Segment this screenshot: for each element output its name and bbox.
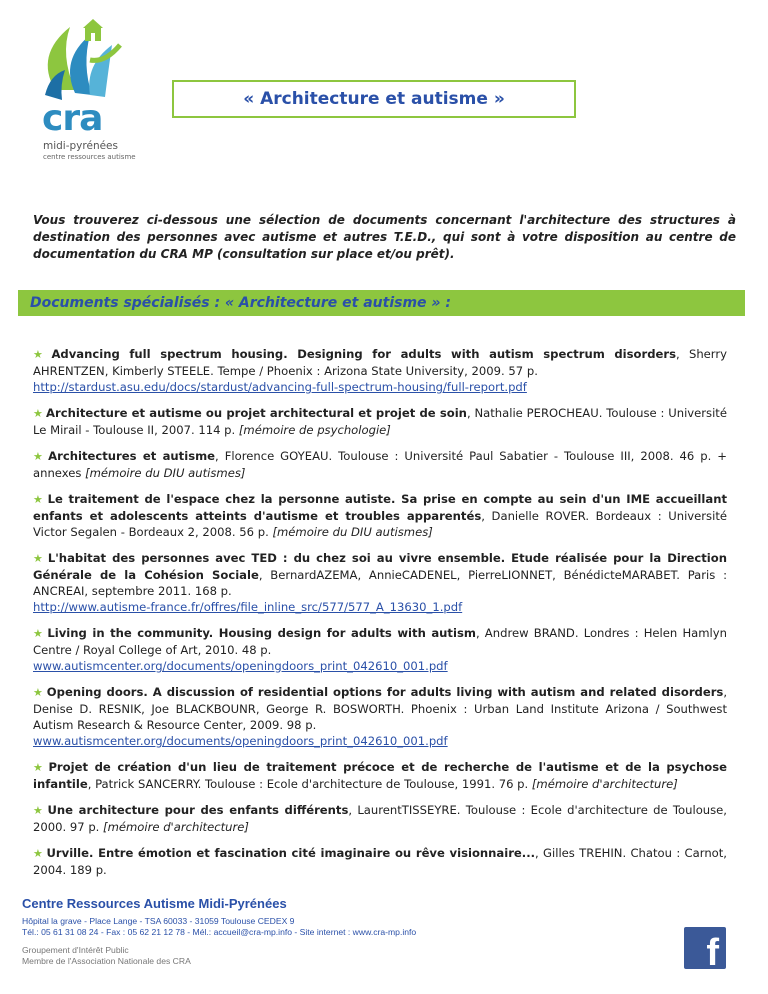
bibliography-entry: ★ Advancing full spectrum housing. Designing for adults with autism spectrum disorders, Sherry AHRENTZEN, Kimberly STEELE. Tempe / Phoenix : Arizona State University, 2009. 57 p. http://stardust.asu.edu/docs/stardust/advancing-full-spectrum-housing/full-report.pdf: [33, 347, 727, 394]
star-icon: ★: [33, 348, 49, 361]
star-icon: ★: [33, 493, 45, 506]
star-icon: ★: [33, 552, 45, 565]
entry-link[interactable]: http://stardust.asu.edu/docs/stardust/advancing-full-spectrum-housing/full-report.pdf: [33, 380, 527, 394]
bibliography-list: [33, 346, 727, 888]
bibliography-entry: ★ Opening doors. A discussion of residential options for adults living with autism and related disorders, Denise D. RESNIK, Joe BLACKBOUNR, George R. BOSWORTH. Phoenix : Urban Land Institute Arizona / Southwest Autism Research & Resource Center, 2009. 98 p. www.autismcenter.org/documents/openingdoors_print_042610_001.pdf: [33, 685, 727, 748]
bibliography-entry: ★ Architecture et autisme ou projet architectural et projet de soin, Nathalie PEROCHEAU. Toulouse : Université Le Mirail - Toulouse II, 2007. 114 p. [mémoire de psychologie]: [33, 406, 727, 437]
entry-link[interactable]: www.autismcenter.org/documents/openingdoors_print_042610_001.pdf: [33, 734, 448, 748]
bibliography-entry: ★ Living in the community. Housing design for adults with autism, Andrew BRAND. Londres : Helen Hamlyn Centre / Royal College of Art, 2010. 48 p. www.autismcenter.org/documents/openingdoors_print_042610_001.pdf: [33, 626, 727, 673]
star-icon: ★: [33, 847, 44, 860]
document-title-box: [172, 80, 576, 118]
footer: [22, 896, 752, 967]
footer-title: Centre Ressources Autisme Midi-Pyrénées: [22, 896, 287, 911]
intro-paragraph: Vous trouverez ci-dessous une sélection de documents concernant l'architecture des structures à destination des personnes avec autisme et autres T.E.D., qui sont à votre disposition au centre de documentation du CRA MP (consultation sur place et/ou prêt).: [33, 213, 736, 261]
bibliography-entry: ★ Une architecture pour des enfants différents, LaurentTISSEYRE. Toulouse : Ecole d'architecture de Toulouse, 2000. 97 p. [mémoire d'architecture]: [33, 803, 727, 834]
bibliography-entry: ★ Le traitement de l'espace chez la personne autiste. Sa prise en compte au sein d'un IME accueillant enfants et adolescents atteints d'autisme et troubles apparentés, Danielle ROVER. Bordeaux : Université Victor Segalen - Bordeaux 2, 2008. 56 p. [mémoire du DIU autismes]: [33, 492, 728, 539]
logo-tagline: centre ressources autisme: [43, 153, 136, 161]
bibliography-entry: ★ Urville. Entre émotion et fascination cité imaginaire ou rêve visionnaire..., Gilles TREHIN. Chatou : Carnot, 2004. 189 p.: [33, 846, 727, 877]
document-title: « Architecture et autisme »: [243, 89, 505, 109]
star-icon: ★: [33, 761, 46, 774]
bibliography-entry: ★ Projet de création d'un lieu de traitement précoce et de recherche de l'autisme et de la psychose infantile, Patrick SANCERRY. Toulouse : Ecole d'architecture de Toulouse, 1991. 76 p. [mémoire d'architecture]: [33, 760, 727, 791]
section-heading: Documents spécialisés : « Architecture et autisme » :: [30, 295, 451, 311]
star-icon: ★: [33, 686, 44, 699]
bibliography-entry: ★ Architectures et autisme, Florence GOYEAU. Toulouse : Université Paul Sabatier - Toulouse III, 2008. 46 p. + annexes [mémoire du DIU autismes]: [33, 449, 727, 480]
bibliography-entry: ★ L'habitat des personnes avec TED : du chez soi au vivre ensemble. Etude réalisée pour la Direction Générale de la Cohésion Sociale, BernardAZEMA, AnnieCADENEL, PierreLIONNET, BénédicteMARABET. Paris : ANCREAI, septembre 2011. 168 p. http://www.autisme-france.fr/offres/file_inline_src/577/577_A_13630_1.pdf: [33, 551, 727, 614]
star-icon: ★: [33, 627, 45, 640]
facebook-icon[interactable]: f: [684, 927, 726, 969]
logo-region: midi-pyrénées: [43, 140, 118, 152]
footer-membership: Groupement d'Intérêt Public Membre de l'Association Nationale des CRA: [22, 945, 191, 966]
footer-address: Hôpital la grave - Place Lange - TSA 60033 - 31059 Toulouse CEDEX 9 Tél.: 05 61 31 08 24 - Fax : 05 62 21 12 78 - Mél.: accueil@cra-mp.info - Site internet : www.cra-mp.info: [22, 916, 417, 937]
entry-link[interactable]: www.autismcenter.org/documents/openingdoors_print_042610_001.pdf: [33, 659, 448, 673]
star-icon: ★: [33, 450, 46, 463]
section-banner: [18, 290, 745, 316]
star-icon: ★: [33, 804, 45, 817]
star-icon: ★: [33, 407, 44, 420]
logo-wordmark: cra: [42, 98, 103, 139]
entry-link[interactable]: http://www.autisme-france.fr/offres/file_inline_src/577/577_A_13630_1.pdf: [33, 600, 463, 614]
